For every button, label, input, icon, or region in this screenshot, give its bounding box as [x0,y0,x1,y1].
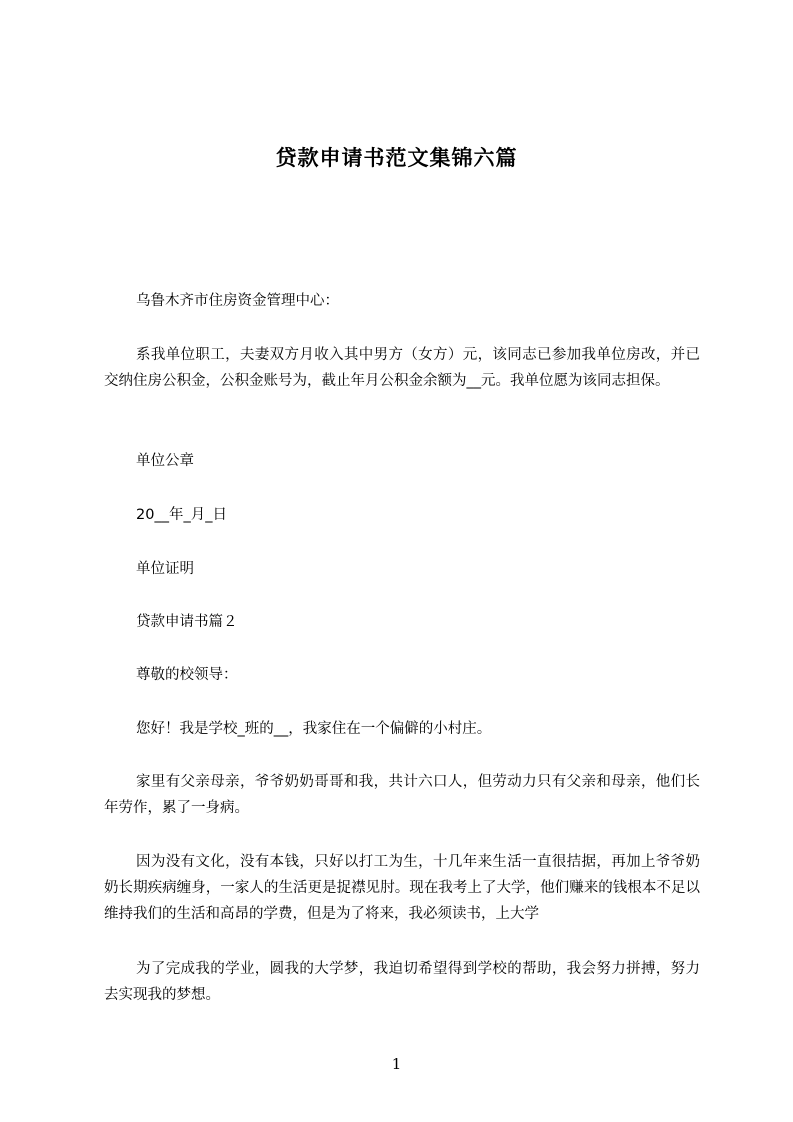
hardship-paragraph: 因为没有文化，没有本钱，只好以打工为生，十几年来生活一直很拮据，再加上爷爷奶奶长期疾病缠身，一家人的生活更是捉襟见肘。现在我考上了大学，他们赚来的钱根本不足以维持我们的生活和高昂的学费，但是为了将来，我必须读书，上大学 [104,854,700,922]
guarantee-paragraph: 系我单位职工，夫妻双方月收入其中男方（女方）元，该同志已参加我单位房改，并已交纳住房公积金，公积金账号为，截止年月公积金余额为__元。我单位愿为该同志担保。 [104,347,700,389]
document-title: 贷款申请书范文集锦六篇 [275,146,518,170]
greeting-paragraph: 您好！我是学校_班的__，我家住在一个偏僻的小村庄。 [136,721,492,737]
page-number: 1 [391,1055,402,1073]
section-heading: 贷款申请书篇２ [136,614,238,630]
goal-paragraph: 为了完成我的学业，圆我的大学梦，我迫切希望得到学校的帮助，我会努力拼搏，努力去实现我的梦想。 [104,961,700,1003]
unit-seal-line: 单位公章 [136,453,194,469]
salutation-paragraph: 乌鲁木齐市住房资金管理中心： [136,293,339,309]
unit-certificate-line: 单位证明 [136,561,194,577]
date-line: 20__年_月_日 [136,507,227,523]
salutation-school: 尊敬的校领导： [136,667,238,683]
family-paragraph: 家里有父亲母亲，爷爷奶奶哥哥和我，共计六口人，但劳动力只有父亲和母亲，他们长年劳作，累了一身病。 [104,774,700,816]
